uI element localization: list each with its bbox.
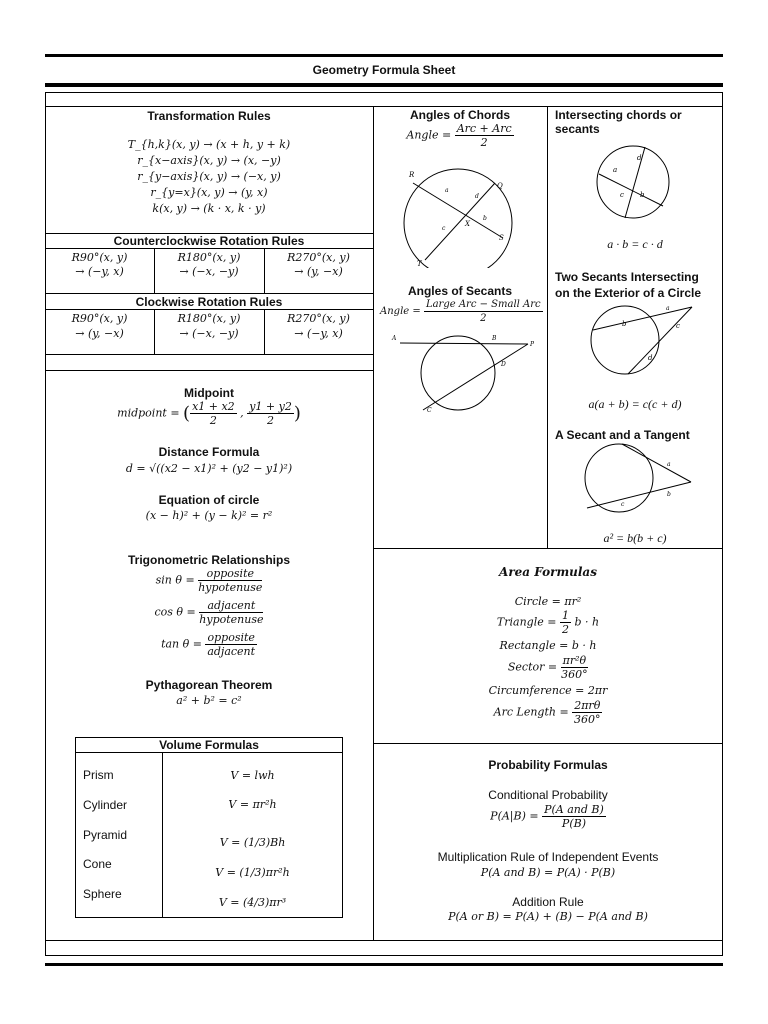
circle-equation-formula: (x − h)² + (y − k)² = r² xyxy=(145,509,273,522)
secant-line xyxy=(587,482,691,508)
volume-formula: V = lwh xyxy=(230,769,275,782)
left-section-rule-b xyxy=(45,370,373,371)
midpoint-lhs: midpoint = xyxy=(117,406,180,420)
cw-cell-top: R90°(x, y) xyxy=(71,312,128,325)
midpoint-num-y: y1 + y2 xyxy=(249,400,292,413)
area-heading: Area Formulas xyxy=(499,565,597,579)
trig-cos xyxy=(45,599,373,626)
circle-equation-heading: Equation of circle xyxy=(158,493,260,507)
conditional-num: P(A and B) xyxy=(544,803,604,816)
two-secants-label-b: b xyxy=(622,320,627,328)
chords-label-c: c xyxy=(442,225,446,232)
intersecting-label-a: a xyxy=(613,166,618,174)
secants-label-B: B xyxy=(492,335,497,342)
ccw-cell-bottom: → (−x, −y) xyxy=(179,265,239,278)
midpoint-den-x: 2 xyxy=(209,414,217,427)
secants-formula xyxy=(380,298,543,325)
two-secants-label-d: d xyxy=(648,354,653,362)
chords-lhs: Angle = xyxy=(406,128,452,142)
secant-tangent-label-a: a xyxy=(667,461,671,468)
area-rectangle: Rectangle = b · h xyxy=(499,639,597,652)
chord-rs xyxy=(413,183,503,238)
volume-name: Sphere xyxy=(83,887,122,901)
secants-label-A: A xyxy=(392,335,397,342)
intersecting-heading-2: secants xyxy=(555,122,600,136)
chords-circle xyxy=(404,169,512,268)
ccw-heading: Counterclockwise Rotation Rules xyxy=(113,234,305,248)
ccw-cell-top: R270°(x, y) xyxy=(287,251,350,264)
intersecting-chord-1 xyxy=(599,174,663,206)
two-secants-label-a: a xyxy=(666,305,670,312)
chords-label-d: d xyxy=(475,193,479,200)
transformation-rule: r_{x−axis}(x, y) → (x, −y) xyxy=(137,154,281,167)
trig-tan-den: adjacent xyxy=(207,645,256,658)
secants-lhs: Angle = xyxy=(380,306,421,317)
page-title: Geometry Formula Sheet xyxy=(312,63,456,77)
trig-tan xyxy=(45,631,373,658)
trig-sin-num: opposite xyxy=(198,567,262,581)
area-arc-den: 360° xyxy=(574,713,601,726)
area-arc-lhs: Arc Length = xyxy=(493,705,569,719)
ccw-cell-top: R90°(x, y) xyxy=(71,251,128,264)
midpoint-num-x: x1 + x2 xyxy=(192,400,235,413)
trig-cos-den: hypotenuse xyxy=(199,613,264,626)
secants-diagram xyxy=(388,332,538,414)
area-circle: Circle = πr² xyxy=(514,595,582,608)
secants-num: Large Arc − Small Arc xyxy=(425,299,541,310)
volume-heading: Volume Formulas xyxy=(159,738,259,752)
two-secants-line-2 xyxy=(628,307,692,374)
two-secants-heading-1: Two Secants Intersecting xyxy=(555,270,699,284)
chords-label-T: T xyxy=(417,260,422,268)
area-circumference: Circumference = 2πr xyxy=(488,684,608,697)
chords-label-X: X xyxy=(465,220,470,228)
volume-formula: V = (4/3)πr³ xyxy=(218,896,287,909)
secant-tangent-formula: a² = b(b + c) xyxy=(603,531,667,545)
distance-heading: Distance Formula xyxy=(158,445,260,459)
ccw-rule-bottom xyxy=(45,293,373,294)
conditional-den: P(B) xyxy=(561,817,586,830)
chords-label-Q: Q xyxy=(497,182,503,190)
intersecting-label-d: d xyxy=(637,154,642,162)
multiplication-formula: P(A and B) = P(A) · P(B) xyxy=(480,866,616,879)
area-triangle-lhs: Triangle = xyxy=(496,615,557,629)
transformation-rule: T_{h,k}(x, y) → (x + h, y + k) xyxy=(127,138,291,151)
ccw-cell-top: R180°(x, y) xyxy=(177,251,241,264)
chords-label-S: S xyxy=(499,234,504,242)
area-sector-lhs: Sector = xyxy=(507,660,558,674)
chords-label-b: b xyxy=(483,215,487,222)
intersecting-heading-1: Intersecting chords or xyxy=(555,108,682,122)
secant-ap xyxy=(400,343,528,344)
cw-cell-top: R270°(x, y) xyxy=(287,312,350,325)
chords-diagram xyxy=(395,168,520,268)
trig-sin-den: hypotenuse xyxy=(198,581,263,594)
ccw-cell-bottom: → (y, −x) xyxy=(294,265,343,278)
distance-formula: d = √((x2 − x1)² + (y2 − y1)²) xyxy=(125,462,293,475)
trig-tan-lhs: tan θ = xyxy=(161,637,202,651)
cw-rule-mid xyxy=(45,309,373,310)
secant-tangent-circle xyxy=(585,444,653,512)
secants-label-C: C xyxy=(427,407,432,414)
area-triangle-num: 1 xyxy=(561,609,569,622)
trig-heading: Trigonometric Relationships xyxy=(127,553,291,567)
column-divider-right xyxy=(547,106,548,548)
area-triangle-den: 2 xyxy=(561,623,569,636)
volume-name: Prism xyxy=(83,768,114,782)
two-secants-label-c: c xyxy=(676,322,680,330)
secants-circle xyxy=(421,336,495,410)
probability-top-rule xyxy=(373,743,723,744)
volume-name: Cylinder xyxy=(83,798,128,812)
volume-header-rule xyxy=(75,752,343,753)
trig-sin xyxy=(45,567,373,594)
volume-name: Cone xyxy=(83,857,112,871)
secant-tangent-heading: A Secant and a Tangent xyxy=(555,428,690,442)
volume-formula: V = (1/3)Bh xyxy=(219,836,286,849)
cw-cell-bottom: → (−y, x) xyxy=(294,327,343,340)
trig-tan-num: opposite xyxy=(207,631,255,644)
chords-formula xyxy=(373,122,547,149)
chords-heading: Angles of Chords xyxy=(409,108,510,122)
secants-label-P: P xyxy=(530,341,535,348)
area-triangle xyxy=(373,609,723,636)
addition-title: Addition Rule xyxy=(512,895,584,909)
transformation-heading: Transformation Rules xyxy=(147,109,271,123)
pythagorean-formula: a² + b² = c² xyxy=(176,694,242,707)
intersecting-diagram xyxy=(595,142,671,222)
multiplication-title: Multiplication Rule of Independent Events xyxy=(437,850,659,864)
two-secants-heading-2: on the Exterior of a Circle xyxy=(555,286,702,300)
midpoint-heading: Midpoint xyxy=(184,386,234,400)
secants-label-D: D xyxy=(501,361,506,368)
conditional-lhs: P(A|B) = xyxy=(490,809,539,823)
trig-cos-lhs: cos θ = xyxy=(154,605,196,619)
chords-num: Arc + Arc xyxy=(456,122,512,135)
area-arc-length xyxy=(373,699,723,726)
chords-label-a: a xyxy=(445,187,449,194)
intersecting-chord-2 xyxy=(625,147,645,218)
intersecting-label-c: c xyxy=(620,191,624,199)
pythagorean-heading: Pythagorean Theorem xyxy=(145,678,273,692)
cw-cell-bottom: → (−x, −y) xyxy=(179,327,239,340)
area-sector-den: 360° xyxy=(561,668,588,681)
intersecting-formula: a · b = c · d xyxy=(607,237,663,251)
cw-heading: Clockwise Rotation Rules xyxy=(135,295,283,309)
two-secants-circle xyxy=(591,306,659,374)
conditional-title: Conditional Probability xyxy=(488,788,608,802)
ccw-rule-mid xyxy=(45,248,373,249)
secant-tangent-label-b: b xyxy=(667,491,671,498)
area-triangle-rhs: b · h xyxy=(574,615,600,629)
area-top-rule xyxy=(373,548,723,549)
secant-tangent-diagram xyxy=(583,442,695,514)
cw-cell-bottom: → (y, −x) xyxy=(75,327,124,340)
area-arc-num: 2πrθ xyxy=(574,699,601,712)
cw-cell-top: R180°(x, y) xyxy=(177,312,241,325)
addition-formula: P(A or B) = P(A) + (B) − P(A and B) xyxy=(448,910,648,923)
midpoint-den-y: 2 xyxy=(267,414,274,427)
midpoint-formula: midpoint = ( $\frac{x1 + x2}{2}$ , $\frac{y1 + y2}{2}$ ) xyxy=(117,400,301,427)
intersecting-circle xyxy=(597,146,669,218)
frame-inner-top xyxy=(45,106,723,107)
chords-label-R: R xyxy=(409,171,415,179)
secant-tangent-label-c: c xyxy=(621,501,625,508)
probability-heading: Probability Formulas xyxy=(488,758,608,772)
area-sector xyxy=(373,654,723,681)
two-secants-diagram xyxy=(590,300,698,382)
volume-formula: V = πr²h xyxy=(228,798,277,811)
left-section-rule-a xyxy=(45,354,373,355)
secants-den: 2 xyxy=(480,313,487,324)
ccw-cell-bottom: → (−y, x) xyxy=(75,265,124,278)
conditional-formula xyxy=(373,803,723,830)
tangent-line xyxy=(622,444,691,482)
transformation-rule: k(x, y) → (k · x, k · y) xyxy=(152,202,266,215)
bottom-rule xyxy=(45,963,723,966)
trig-cos-num: adjacent xyxy=(199,599,263,613)
transformation-rule: r_{y−axis}(x, y) → (−x, y) xyxy=(137,170,281,183)
trig-sin-lhs: sin θ = xyxy=(155,573,195,587)
secants-heading: Angles of Secants xyxy=(407,284,513,298)
title-rule xyxy=(45,83,723,87)
secant-cp xyxy=(423,344,528,410)
chords-den: 2 xyxy=(480,136,488,149)
intersecting-label-b: b xyxy=(640,191,645,199)
transformation-rule: r_{y=x}(x, y) → (y, x) xyxy=(150,186,268,199)
area-sector-num: πr²θ xyxy=(562,654,587,667)
volume-formula: V = (1/3)πr²h xyxy=(215,866,290,879)
two-secants-formula: a(a + b) = c(c + d) xyxy=(588,397,682,411)
frame-inner-bottom xyxy=(45,940,723,941)
top-rule xyxy=(45,54,723,57)
volume-name: Pyramid xyxy=(83,828,128,842)
